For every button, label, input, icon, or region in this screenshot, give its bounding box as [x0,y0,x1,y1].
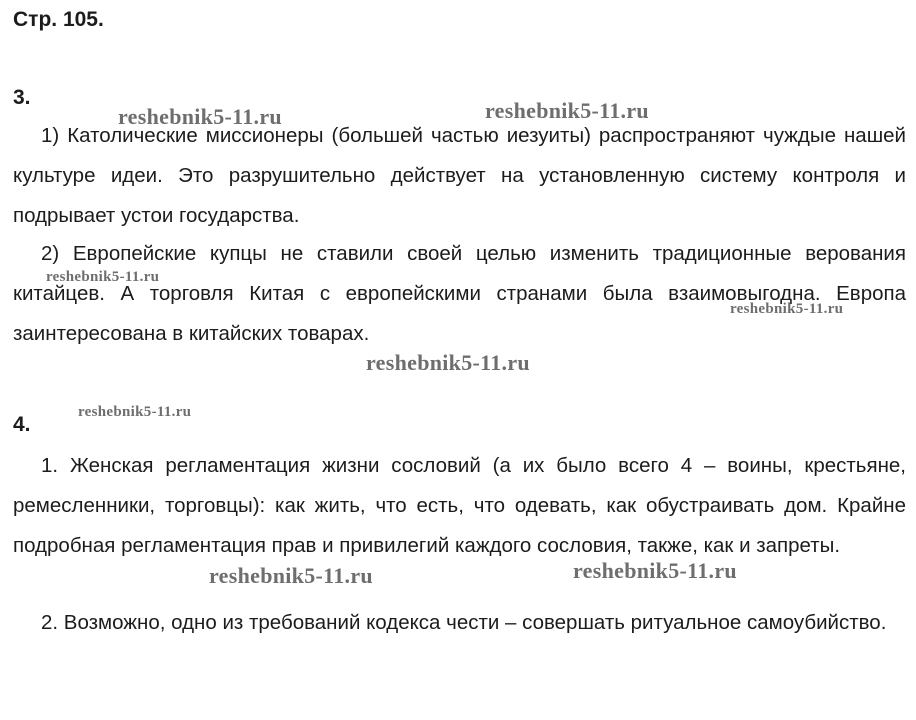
watermark: reshebnik5-11.ru [209,563,373,588]
watermark: reshebnik5-11.ru [366,350,530,375]
watermark: reshebnik5-11.ru [730,301,844,317]
section-3-paragraph-1: 1) Католические миссионеры (большей частью иезуиты) распространяют чуждые нашей культуре идеи. Это разрушительно действует на установленную систему контроля и подрывает устои государства. [13,124,906,227]
watermark: reshebnik5-11.ru [485,98,649,123]
section-number-3: 3. [13,86,31,109]
watermark: reshebnik5-11.ru [573,558,737,583]
page-heading: Стр. 105. [13,8,104,31]
watermark: reshebnik5-11.ru [46,269,160,285]
section-number-4: 4. [13,413,31,436]
section-4-paragraph-1: 1. Женская регламентация жизни сословий (а их было всего 4 – воины, крестьяне, ремесленники, торговцы): как жить, что есть, что одевать, как обустраивать дом. Крайне подробная регламентация прав и привилегий каждого сословия, также, как и запреты. [13,454,906,557]
section-3-paragraph-2: 2) Европейские купцы не ставили своей целью изменить традиционные верования китайцев. А торговля Китая с европейскими странами была взаимовыгодна. Европа заинтересована в китайских товарах. [13,242,906,345]
section-4-paragraph-2: 2. Возможно, одно из требований кодекса чести – совершать ритуальное самоубийство. [41,611,887,634]
watermark: reshebnik5-11.ru [78,404,192,420]
watermark: reshebnik5-11.ru [118,104,282,129]
